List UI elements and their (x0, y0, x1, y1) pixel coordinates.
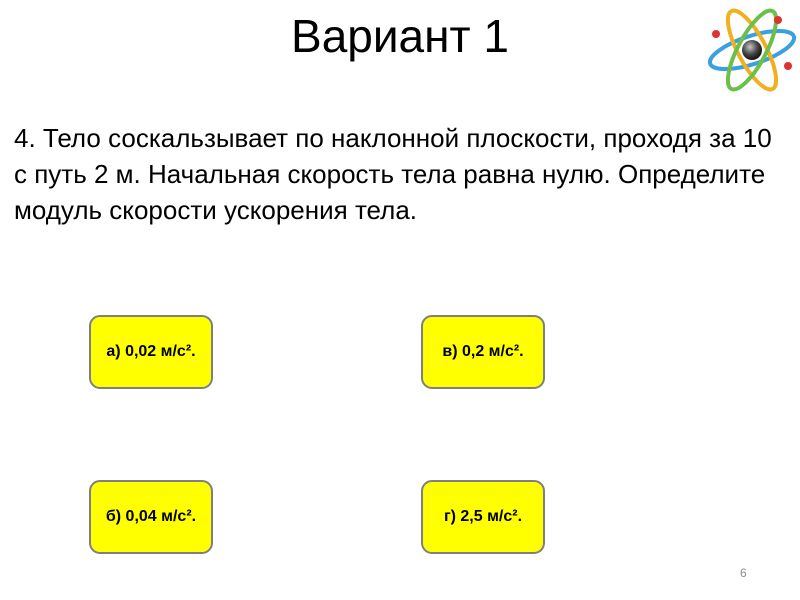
answer-option-g[interactable]: г) 2,5 м/с². (421, 480, 545, 554)
answer-option-a[interactable]: а) 0,02 м/с². (89, 315, 213, 389)
question-text: 4. Тело соскальзывает по наклонной плоскости, проходя за 10 с путь 2 м. Начальная скорость тела равна нулю. Определите модуль скорости ускорения тела. (14, 123, 772, 225)
answer-option-b[interactable]: б) 0,04 м/с². (89, 480, 213, 554)
atom-icon (700, 0, 800, 100)
answer-option-v[interactable]: в) 0,2 м/с². (421, 315, 545, 389)
slide-title: Вариант 1 (291, 10, 509, 62)
page-number: 6 (740, 566, 747, 580)
